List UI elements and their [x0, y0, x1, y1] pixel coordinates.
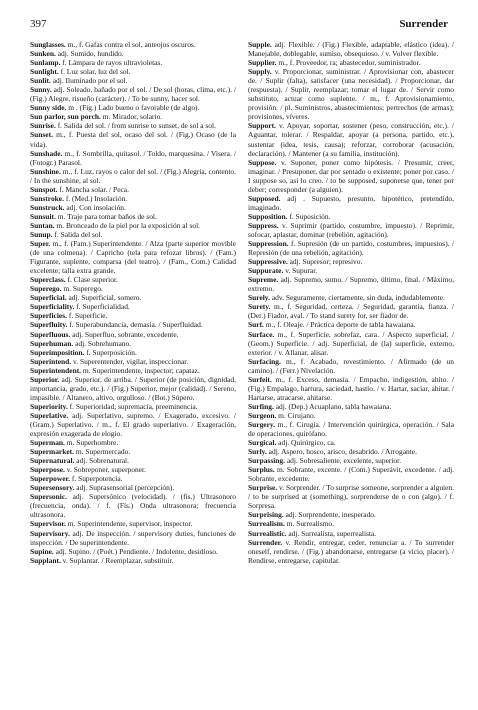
dictionary-entry [30, 465, 236, 474]
headword: Superpower. [30, 474, 71, 484]
headword: Superficiality. [30, 302, 75, 312]
definition: adj. Supresor; represivo. [287, 257, 363, 267]
definition: f. Superabundancia, demasía. / Superfluidad. [67, 320, 203, 330]
definition: f. Clase superior. [65, 275, 118, 285]
headword: Superfluity. [30, 320, 68, 330]
headword: Sunlight. [30, 67, 59, 77]
headword: Sunlamp. [30, 58, 61, 68]
definition: m., f. Sombrilla, quitasol. / Toldo, marquesina. / Visera. / (Fotogr.) Parasol. [30, 148, 236, 167]
headword: Surfing. [248, 401, 274, 411]
dictionary-entry [248, 519, 454, 528]
definition: f. Lámpara de rayos ultravioletas. [60, 58, 163, 68]
headword: Superior. [30, 374, 60, 384]
definition: v. Sorprender. / To surprise someone, sorprender a alguien. / to be surprised at (something), sorprenderse de o con (algo). / f. Sorpresa. [248, 483, 454, 511]
headword: Sunset. [30, 130, 53, 140]
definition: adj. Flexible. / (Fig.) Flexible, adaptable, elástico (idea). / Manejable, doblegable, sumiso, obsequioso. / v. Volver flexible. [248, 40, 454, 59]
dictionary-entry [30, 357, 236, 366]
definition: adj. Surrealista, superrealista. [286, 528, 377, 538]
dictionary-entry [248, 529, 454, 538]
dictionary-entry [30, 58, 236, 67]
headword: Sunrise. [30, 121, 56, 131]
dictionary-entry [248, 221, 454, 239]
headword: Surgeon. [248, 410, 277, 420]
definition: m., f. Exceso, demasía. / Empacho, indigestión, ahíto. / (Fig.) Empalago, hartura, saciedad, hastío. / v. Hartar, saciar, ahitar. / Hartarse, atracarse, ahitarse. [248, 374, 454, 402]
headword: Suppression. [248, 239, 289, 249]
dictionary-entry [30, 402, 236, 411]
definition: adj. Superlativo, supremo. / Exagerado, excesivo. / (Gram.) Superlativo. / m., f. El grado superlativo. / Exageración, expresión exagerada de elogio. [30, 410, 236, 439]
dictionary-entry [30, 130, 236, 148]
headword: Super. [30, 239, 51, 249]
definition: m . (Fig.) Lado bueno o favorable (de algo). [66, 103, 200, 113]
headword: Superego. [30, 284, 62, 294]
dictionary-entry [30, 311, 236, 320]
dictionary-entry [30, 221, 236, 230]
headword: Supervisory. [30, 528, 70, 538]
definition: f. Superioridad, supremacía, preeminencia. [67, 401, 198, 411]
dictionary-entry [30, 112, 236, 121]
definition: adj. Superior, de arriba. / Superior (de posición, dignidad, importancia, grado, etc.). / (Fig.) Superior, mejor (calidad). / Sereno, impasible. / Altanero, altivo, orgulloso. / (Bot.) Súpero. [30, 374, 236, 402]
dictionary-entry [30, 529, 236, 547]
headword: Supervisor. [30, 519, 66, 529]
definition: adj. Soleado, bañado por el sol. / De sol (horas, clima, etc.). / (Fig.) Alegre, risueño (carácter). / To be sunny, hacer sol. [30, 85, 236, 104]
headword: Superman. [30, 438, 65, 448]
headword: Superiority. [30, 401, 68, 411]
dictionary-entry [30, 320, 236, 329]
headword: Supersonic. [30, 492, 67, 502]
dictionary-entry [30, 49, 236, 58]
headword: Supplier. [248, 58, 277, 68]
headword: Surely. [248, 293, 270, 303]
dictionary-entry [30, 348, 236, 357]
definition: v. Sobreponer, superponer. [64, 465, 146, 475]
definition: m., f. Puesta del sol, ocaso del sol. / (Fig.) Ocaso (de la vida). [30, 130, 236, 149]
definition: m., f. Gafas contra el sol, anteojos oscuros. [65, 40, 196, 49]
definition: adj. Sobrenatural. [74, 456, 129, 466]
definition: adj. Sobrehumano. [73, 338, 132, 348]
dictionary-entry [30, 492, 236, 519]
definition: m., f. (Fam.) Superintendente. / Alza (parte superior movible (de una colmena). / Capricho (tela para refozar libros). / (Fam.) Figurante, suplente, comparsa (del teatro). / (Fam., Com.) Calidad excelente; talla extra grande. [30, 239, 236, 276]
dictionary-entry [248, 194, 454, 212]
definition: m. Traje para tomar baños de sol. [55, 211, 157, 221]
dictionary-entry [248, 456, 454, 465]
definition: m. Sobrante, excente. / (Com.) Superávit, excedente. / adj. Sobrante, excedente. [248, 465, 454, 484]
definition: f. Salida del sol. / from sunrise to sunset, de sol a sol. [55, 121, 216, 131]
headword: Surfeit. [248, 374, 272, 384]
headword: Supplant. [30, 555, 61, 565]
dictionary-entry [248, 411, 454, 420]
dictionary-entry [30, 474, 236, 483]
headword: Suppurate. [248, 266, 284, 276]
definition: adj. Iluminado por el sol. [50, 76, 128, 86]
definition: f. Superposición. [84, 347, 137, 357]
dictionary-entry [248, 293, 454, 302]
headword: Supermarket. [30, 447, 75, 457]
definition: m. Cirujano. [276, 410, 316, 420]
definition: adj. (Dep.) Acuaplano, tabla hawaiana. [273, 401, 392, 411]
definition: f. Luz solar, luz del sol. [58, 67, 131, 77]
dictionary-entry [248, 330, 454, 357]
headword: Sunny side. [30, 103, 67, 113]
definition: f. (Med.) Insolación. [63, 193, 128, 203]
dictionary-entry [248, 257, 454, 266]
definition: adv. Seguramente, ciertamente, sin duda, indudablemente. [269, 293, 445, 303]
left-column [30, 40, 236, 565]
headword: Sunken. [30, 49, 56, 59]
definition: f. Mancha solar. / Peca. [57, 184, 129, 194]
definition: adj. De inspección. / supervisory duties, funciones de inspección. / De superintendente. [30, 528, 236, 547]
headword: Suntan. [30, 220, 55, 230]
dictionary-entry [248, 158, 454, 194]
headword: Sun parlor, sun porch. [30, 112, 101, 122]
headword: Supposed. [248, 193, 281, 203]
definition: m. Mirador, solario. [100, 112, 163, 122]
headword: Supposition. [248, 211, 288, 221]
headword: Sunsuit. [30, 211, 56, 221]
headword: Supple. [248, 40, 272, 49]
dictionary-entry [30, 194, 236, 203]
definition: m., f. Seguridad, certeza. / Seguridad, garantía, fianza. / (Der.) Fiador, aval. / To stand surety for, ser fiador de. [248, 302, 454, 321]
definition: m., f. Luz, rayos o calor del sol. / (Fig.) Alegría, contento. / In the sunshine, al sol. [30, 166, 236, 185]
headword: Supernatural. [30, 456, 75, 466]
dictionary-entry [30, 483, 236, 492]
headword: Surf. [248, 320, 264, 330]
definition: v. Proporcionar, suministrar. / Aprovisionar con, abastecer de. / Suplir (falta), satisfacer (una necesidad). / Proporcionar, dar (respuesta). / Suplir, reemplazar; tomar el lugar de. / Servir como substituto, actuar como suplente. / m., f. Aprovisionamiento, provisión. / pl. Suministros, abastecimientos; pertrechos (de armas); provisiones, víveres. [248, 67, 454, 122]
headword: Superfluous. [30, 329, 71, 339]
headword: Surrender. [248, 537, 283, 547]
dictionary-entry [30, 447, 236, 456]
dictionary-entry [30, 275, 236, 284]
right-column [248, 40, 454, 565]
headword: Superhuman. [30, 338, 74, 348]
definition: m. Bronceado de la piel por la exposición al sol. [54, 220, 201, 230]
headword: Sunglasses. [30, 40, 66, 49]
dictionary-entry [30, 185, 236, 194]
page-number: 397 [30, 18, 47, 30]
headword: Surpassing. [248, 456, 285, 466]
definition: f. Salida del sol. [52, 229, 103, 239]
definition: v. Suplantar. / Reemplazar, substituir. [60, 555, 174, 565]
definition: v. Suponer, poner como hipótesis. / Presumir, creer, imaginar. / Presuponer, dar por sentado o existente; poner por caso. / I suppose so, así lo creo. / to be supposed, suponerse que, tener por deber; corresponder (a alguien). [248, 157, 454, 194]
dictionary-entry [30, 203, 236, 212]
headword: Superpose. [30, 465, 65, 475]
definition: m. Surrealismo. [284, 519, 335, 529]
dictionary-entry [248, 121, 454, 157]
headword: Sunny. [30, 85, 52, 95]
definition: f. Superficialidad. [74, 302, 130, 312]
headword: Sunstroke. [30, 193, 64, 203]
dictionary-entry [248, 40, 454, 58]
definition: m. Superhombre. [64, 438, 119, 448]
definition: m., f. Acabado, revestimiento. / Afirmado (de un camino). / (Ferr.) Nivelación. [248, 356, 454, 375]
headword: Surfacing. [248, 356, 281, 366]
dictionary-entry [248, 438, 454, 447]
definition: adj. Superfluo, sobrante, excedente. [70, 329, 179, 339]
dictionary-entry [30, 519, 236, 528]
headword: Sunshade. [30, 148, 63, 158]
dictionary-entry [248, 357, 454, 375]
definition: f. Superficie. [66, 311, 108, 321]
definition: f. Supresión (de un partido, costumbres, impuestos). / Represión (de una rebelión, agitación). [248, 239, 454, 258]
headword: Supply. [248, 67, 272, 77]
dictionary-entry [248, 239, 454, 257]
headword: Surrealism. [248, 519, 285, 529]
dictionary-entry [30, 40, 236, 49]
definition: adj. Quirúrgico, ca. [276, 438, 336, 448]
definition: adj. Superficial, somero. [66, 293, 142, 303]
headword: Surety. [248, 302, 271, 312]
headword: Sunlit. [30, 76, 51, 86]
running-head: Surrender [399, 18, 448, 30]
dictionary-entry [248, 67, 454, 121]
headword: Supine. [30, 546, 54, 556]
dictionary-entry [30, 167, 236, 185]
headword: Sunspot. [30, 184, 58, 194]
headword: Sunstruck. [30, 202, 65, 212]
headword: Superficial. [30, 293, 67, 303]
dictionary-entry [30, 556, 236, 565]
dictionary-entry [30, 76, 236, 85]
dictionary-entry [30, 67, 236, 76]
dictionary-entry [30, 438, 236, 447]
dictionary-entry [30, 85, 236, 103]
dictionary-entry [30, 293, 236, 302]
definition: m. Supermercado. [74, 447, 131, 457]
definition: m., f. Superficie, sobrefaz, cara. / Aspecto superficial. / (Geom.) Superficie. / adj. Superficial, de (la) superficie, externo, exterior. / v. Allanar, alisar. [248, 329, 454, 357]
headword: Surprise. [248, 483, 278, 493]
dictionary-entry [30, 212, 236, 221]
dictionary-entry [248, 58, 454, 67]
dictionary-entry [30, 121, 236, 130]
dictionary-entry [30, 239, 236, 275]
headword: Suppressive. [248, 257, 288, 267]
definition: adj. Sobresaliente, excelente, superior. [285, 456, 402, 466]
definition: adj. Suprasensorial (percepción). [74, 483, 175, 493]
dictionary-entry [30, 230, 236, 239]
dictionary-entry [30, 149, 236, 167]
headword: Surrealistic. [248, 528, 287, 538]
dictionary-entry [30, 284, 236, 293]
dictionary-entry [30, 302, 236, 311]
dictionary-entry [248, 402, 454, 411]
dictionary-entry [248, 375, 454, 402]
dictionary-entry [30, 456, 236, 465]
definition: m. Superego. [61, 284, 103, 294]
headword: Support. [248, 121, 276, 131]
dictionary-entry [30, 330, 236, 339]
definition: f. Superpotencia. [70, 474, 123, 484]
page-header [30, 18, 448, 32]
headword: Surface. [248, 329, 275, 339]
headword: Suppress. [248, 220, 279, 230]
dictionary-entry [30, 547, 236, 556]
dictionary-entry [30, 366, 236, 375]
dictionary-entry [30, 375, 236, 402]
definition: adj. Supersónico (velocidad). / (fís.) Ultrasonoro (frecuencia, onda). / f. (Fís.) Onda ultrasonora; frecuencia ultrasonora. [30, 492, 236, 520]
definition: adj. Con insolación. [64, 202, 126, 212]
dictionary-entry [248, 320, 454, 329]
definition: v. Superentender, vigilar, inspeccionar. [71, 356, 189, 366]
dictionary-entry [248, 212, 454, 221]
headword: Superlative. [30, 410, 69, 420]
headword: Surgical. [248, 438, 277, 448]
dictionary-entry [248, 447, 454, 456]
definition: m., f. Proveedor, ra; abastecedor, suministrador. [276, 58, 421, 68]
dictionary-entry [248, 275, 454, 293]
headword: Supreme. [248, 275, 279, 285]
definition: adj. Sorprendente, inesperado. [283, 510, 376, 520]
definition: v. Rendir, entregar, ceder, renunciar a. / To surrender oneself, rendirse. / (Fig.) abandonarse, entregarse (a vicio, placer). / Rendirse, entregarse, capitular. [248, 537, 454, 565]
dictionary-entry [30, 103, 236, 112]
dictionary-entry [30, 339, 236, 348]
dictionary-entry [248, 266, 454, 275]
headword: Surly. [248, 447, 267, 457]
headword: Superficies. [30, 311, 67, 321]
headword: Surprising. [248, 510, 284, 520]
headword: Superintend. [30, 356, 72, 366]
dictionary-entry [30, 411, 236, 438]
headword: Superintendent. [30, 365, 82, 375]
definition: v. Supurar. [283, 266, 318, 276]
dictionary-entry [248, 510, 454, 519]
headword: Sunup. [30, 229, 53, 239]
definition: m. Superintendente, inspector; capataz. [81, 365, 200, 375]
headword: Surgery. [248, 419, 276, 429]
dictionary-entry [248, 420, 454, 438]
definition: m., f. Oleaje. / Práctica deporte de tabla hawaiana. [263, 320, 416, 330]
definition: adj. Supino. / (Poét.) Pendiente. / Indolente, desidioso. [53, 546, 218, 556]
definition: adj. Supremo, sumo. / Supremo, último, final. / Máximo, extremo. [248, 275, 454, 294]
definition: m., f. Cirugía. / Intervención quirúrgica, operación. / Sala de operaciones, quirófano. [248, 419, 454, 439]
definition: v. Apoyar, soportar, sostener (peso, construcción, etc.). / Aguantar, tolerar. / Respaldar, apoyar (a persona, partido, etc.), sustentar (idea, tesis, causa); reforzar, corroborar (acusación, declaración). / Mantener (a su familia, institución). [248, 121, 454, 158]
headword: Supersensory. [30, 483, 75, 493]
definition: adj. Aspero, hosco, arisco, desabrido. / Arrogante. [266, 447, 417, 457]
headword: Surplus. [248, 465, 275, 475]
dictionary-entry [248, 302, 454, 320]
headword: Superimposition. [30, 347, 85, 357]
headword: Suppose. [248, 157, 277, 167]
definition: v. Suprimir (partido, costumbre, impuesto). / Reprimir, sofocar, aplastar, dominar (rebelión, agitación). [248, 220, 454, 239]
headword: Sunshine. [30, 166, 61, 176]
dictionary-entry [248, 483, 454, 510]
dictionary-entry [248, 538, 454, 565]
definition: f. Suposición. [287, 211, 331, 221]
definition: adj . Supuesto, presunto, hipotético, pretendido, imaginado. [248, 193, 454, 212]
definition: adj. Sumido, hundido. [55, 49, 124, 59]
definition: m. Superintendente, supervisor, inspector. [65, 519, 193, 529]
headword: Superclass. [30, 275, 66, 285]
dictionary-entry [248, 465, 454, 483]
